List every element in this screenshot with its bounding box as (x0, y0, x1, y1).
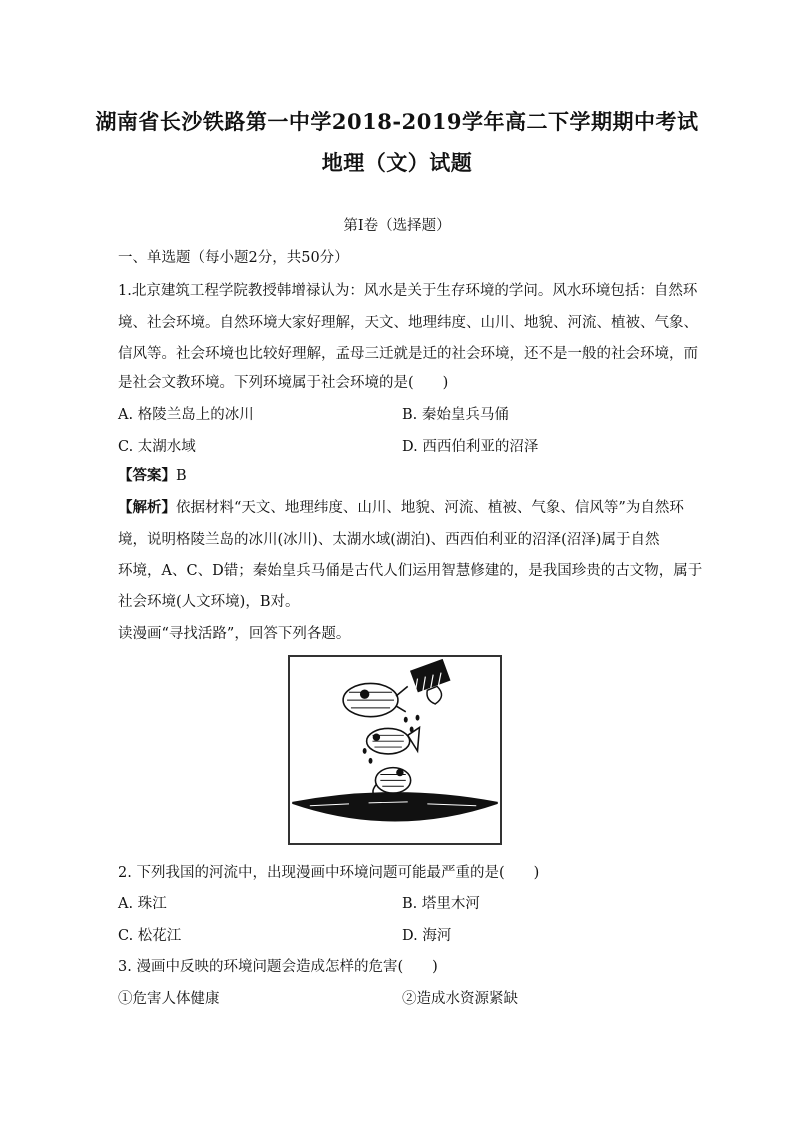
cartoon-intro: 读漫画“寻找活路”，回答下列各题。 (118, 626, 351, 642)
q1-option-d: D. 西西伯利亚的沼泽 (402, 439, 539, 455)
q1-option-a: A. 格陵兰岛上的冰川 (118, 407, 254, 423)
q1-answer (118, 466, 688, 486)
cartoon-figure (288, 655, 502, 845)
q3-option-2: ②造成水资源紧缺 (402, 991, 518, 1007)
exam-subtitle: 地理（文）试题 (321, 150, 473, 175)
answer-label: 【答案】 (118, 467, 176, 484)
q3-stem: 3. 漫画中反映的环境问题会造成怎样的危害( ) (118, 959, 438, 975)
q1-option-c: C. 太湖水域 (118, 439, 196, 455)
analysis-text-1: 依据材料“天文、地理纬度、山川、地貌、河流、植被、气象、信风等”为自然环 (176, 500, 684, 516)
q3-option-1: ①危害人体健康 (118, 991, 220, 1007)
q1-option-b: B. 秦始皇兵马俑 (402, 407, 509, 423)
hand-and-container (411, 660, 450, 704)
q1-analysis-line-4: 社会环境(人文环境)，B对。 (118, 594, 300, 610)
q2-option-b: B. 塔里木河 (402, 896, 480, 912)
q2-option-c: C. 松花江 (118, 928, 182, 944)
exam-title: 湖南省长沙铁路第一中学2018-2019学年高二下学期期中考试 (95, 109, 699, 134)
section-heading: 一、单选题（每小题2分，共50分） (118, 250, 349, 266)
answer-value: B (176, 468, 187, 484)
volume-heading: 第Ⅰ卷（选择题） (343, 218, 451, 234)
q2-stem: 2. 下列我国的河流中，出现漫画中环境问题可能最严重的是( ) (118, 865, 540, 881)
q1-line-1: 1.北京建筑工程学院教授韩增禄认为：风水是关于生存环境的学问。风水环境包括：自然环 (118, 283, 698, 299)
q1-line-4: 是社会文教环境。下列环境属于社会环境的是( ) (118, 375, 449, 391)
q2-option-d: D. 海河 (402, 928, 452, 944)
q1-analysis-line-2: 境，说明格陵兰岛的冰川(冰川)、太湖水域(湖泊)、西西伯利亚的沼泽(沼泽)属于自然 (118, 532, 660, 548)
water-body (292, 792, 498, 821)
q1-line-2: 境、社会环境。自然环境大家好理解，天文、地理纬度、山川、地貌、河流、植被、气象、 (118, 315, 698, 331)
q1-line-3: 信风等。社会环境也比较好理解，孟母三迁就是迁的社会环境，还不是一般的社会环境，而 (118, 346, 698, 362)
q1-analysis-line-1 (118, 498, 688, 518)
analysis-label: 【解析】 (118, 499, 176, 516)
q1-analysis-line-3: 环境，A、C、D错；秦始皇兵马俑是古代人们运用智慧修建的，是我国珍贵的古文物，属于 (118, 563, 703, 579)
top-fish (343, 683, 408, 716)
cartoon-fish-illustration (290, 657, 500, 843)
q2-option-a: A. 珠江 (118, 896, 167, 912)
